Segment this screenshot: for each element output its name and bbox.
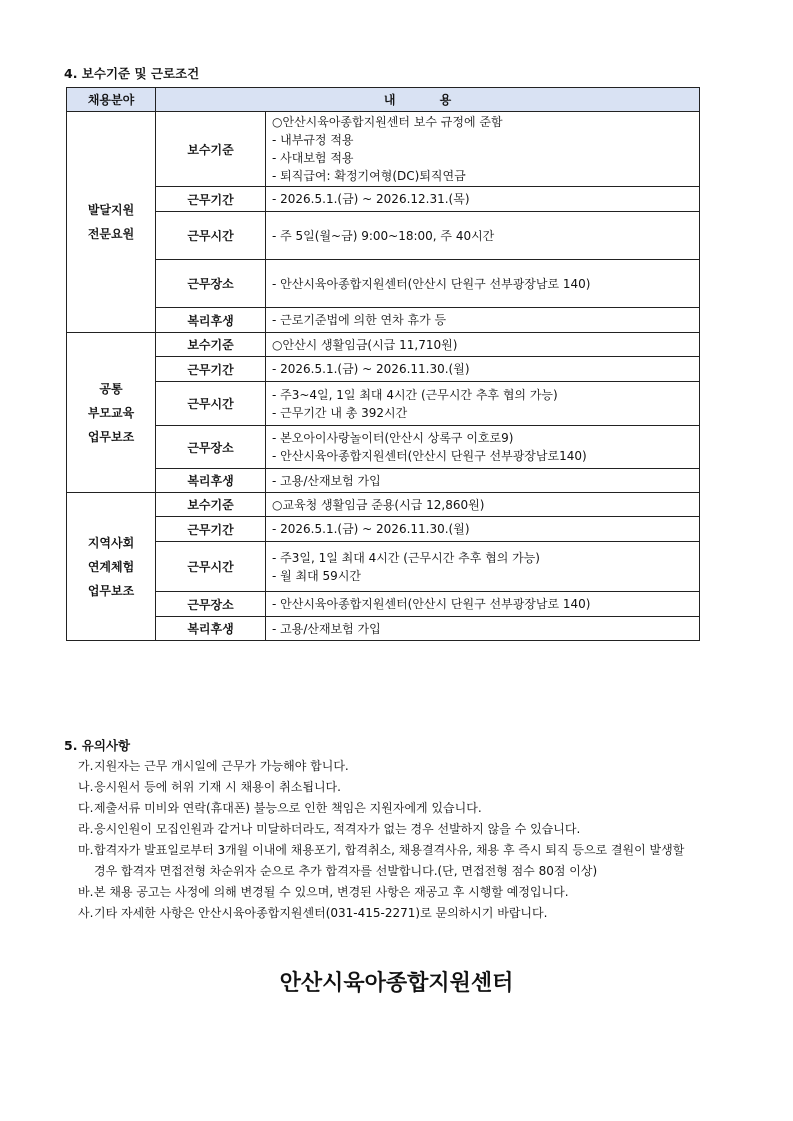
content-line: - 근로기준법에 의한 연차 휴가 등	[272, 313, 447, 327]
field-name-line: 부모교육	[87, 405, 135, 420]
table-row	[67, 493, 700, 517]
table-row	[67, 469, 700, 493]
content-line: - 2026.5.1.(금) ~ 2026.11.30.(월)	[272, 362, 470, 376]
content-line: ○교육청 생활임금 준용(시급 12,860원)	[272, 497, 485, 512]
section-5-title: 5. 유의사항	[64, 738, 131, 753]
header-content: 내 용	[156, 88, 700, 112]
field-cell	[67, 333, 156, 493]
field-name-line: 지역사회	[87, 535, 135, 550]
table-row	[67, 357, 700, 382]
table-row	[67, 617, 700, 641]
table-row	[67, 308, 700, 333]
content-cell	[266, 382, 700, 426]
note-item	[78, 798, 698, 819]
note-item	[78, 756, 698, 777]
organization-name: 안산시육아종합지원센터	[279, 971, 514, 996]
field-name-line: 발달지원	[87, 203, 135, 217]
note-marker: 마.	[78, 843, 94, 857]
note-text: 응시인원이 모집인원과 같거나 미달하더라도, 적격자가 없는 경우 선발하지 않을 수 있습니다.	[94, 822, 581, 836]
field-cell	[67, 112, 156, 333]
content-line: ○안산시 생활임금(시급 11,710원)	[272, 337, 458, 352]
note-marker: 바.	[78, 885, 94, 899]
content-line: - 사대보험 적용	[272, 151, 354, 165]
item-label: 보수기준	[156, 493, 266, 517]
note-text: 합격자가 발표일로부터 3개월 이내에 채용포기, 합격취소, 채용결격사유, 채용 후 즉시 퇴직 등으로 결원이 발생할 경우 합격자 면접전형 차순위자 순으로 추가 합격자를 선발합니다.(단, 면접전형 점수 80점 이상)	[94, 843, 685, 878]
item-label: 근무장소	[156, 426, 266, 469]
item-label: 근무시간	[156, 212, 266, 260]
item-label: 복리후생	[156, 617, 266, 641]
content-line: - 내부규정 적용	[272, 133, 354, 147]
item-label: 근무기간	[156, 357, 266, 382]
content-line: - 본오아이사랑놀이터(안산시 상록구 이호로9)	[272, 431, 514, 445]
section-4-title: 4. 보수기준 및 근로조건	[64, 66, 200, 81]
content-line: - 안산시육아종합지원센터(안산시 단원구 선부광장남로 140)	[272, 276, 591, 291]
content-line: - 고용/산재보험 가입	[272, 621, 381, 636]
item-label: 근무장소	[156, 260, 266, 308]
field-name-line: 업무보조	[87, 429, 135, 444]
field-name-line: 업무보조	[87, 583, 135, 598]
note-marker: 가.	[78, 759, 94, 773]
conditions-table-body	[67, 112, 700, 641]
table-row	[67, 542, 700, 592]
conditions-table	[66, 87, 700, 641]
field-name-line: 전문요원	[87, 227, 135, 241]
note-item	[78, 819, 698, 840]
item-label: 복리후생	[156, 469, 266, 493]
note-item	[78, 840, 698, 882]
table-row	[67, 260, 700, 308]
content-line: - 주3~4일, 1일 최대 4시간 (근무시간 추후 협의 가능)	[272, 387, 558, 402]
item-label: 보수기준	[156, 333, 266, 357]
content-cell	[266, 493, 700, 517]
notes-list	[78, 756, 698, 924]
table-row	[67, 382, 700, 426]
content-line: - 2026.5.1.(금) ~ 2026.12.31.(목)	[272, 192, 470, 206]
note-marker: 라.	[78, 822, 94, 836]
item-label: 근무기간	[156, 517, 266, 542]
field-name-line: 공통	[99, 381, 123, 396]
item-label: 복리후생	[156, 308, 266, 333]
content-line: ○안산시육아종합지원센터 보수 규정에 준함	[272, 115, 503, 129]
table-header-row	[67, 88, 700, 112]
note-text: 본 채용 공고는 사정에 의해 변경될 수 있으며, 변경된 사항은 재공고 후 시행할 예정입니다.	[94, 885, 569, 899]
table-row	[67, 187, 700, 212]
content-line: - 근무기간 내 총 392시간	[272, 405, 408, 420]
content-cell	[266, 260, 700, 308]
field-cell	[67, 493, 156, 641]
note-marker: 사.	[78, 906, 94, 920]
content-line: - 월 최대 59시간	[272, 568, 362, 583]
table-row	[67, 212, 700, 260]
content-cell	[266, 187, 700, 212]
content-cell	[266, 592, 700, 617]
content-cell	[266, 426, 700, 469]
item-label: 근무시간	[156, 542, 266, 592]
content-cell	[266, 617, 700, 641]
item-label: 근무장소	[156, 592, 266, 617]
content-line: - 2026.5.1.(금) ~ 2026.11.30.(월)	[272, 522, 470, 536]
content-cell	[266, 112, 700, 187]
content-line: - 안산시육아종합지원센터(안산시 단원구 선부광장남로140)	[272, 449, 587, 463]
content-cell	[266, 308, 700, 333]
note-item	[78, 903, 698, 924]
content-line: - 주 5일(월~금) 9:00~18:00, 주 40시간	[272, 228, 495, 243]
table-row	[67, 112, 700, 187]
field-name-line: 연계체험	[87, 559, 135, 574]
content-cell	[266, 333, 700, 357]
note-item	[78, 777, 698, 798]
table-row	[67, 592, 700, 617]
content-cell	[266, 469, 700, 493]
note-text: 응시원서 등에 허위 기재 시 채용이 취소됩니다.	[94, 780, 341, 794]
header-field: 채용분야	[67, 88, 156, 112]
content-cell	[266, 212, 700, 260]
note-marker: 다.	[78, 801, 94, 815]
item-label: 근무시간	[156, 382, 266, 426]
table-row	[67, 517, 700, 542]
content-cell	[266, 542, 700, 592]
content-line: - 안산시육아종합지원센터(안산시 단원구 선부광장남로 140)	[272, 597, 591, 611]
item-label: 보수기준	[156, 112, 266, 187]
note-text: 제출서류 미비와 연락(휴대폰) 불능으로 인한 책임은 지원자에게 있습니다.	[94, 801, 482, 815]
note-text: 기타 자세한 사항은 안산시육아종합지원센터(031-415-2271)로 문의하시기 바랍니다.	[94, 906, 548, 920]
content-line: - 주3일, 1일 최대 4시간 (근무시간 추후 협의 가능)	[272, 550, 540, 565]
note-text: 지원자는 근무 개시일에 근무가 가능해야 합니다.	[94, 759, 349, 773]
content-line: - 퇴직급여: 확정기여형(DC)퇴직연금	[272, 169, 466, 183]
content-cell	[266, 357, 700, 382]
note-marker: 나.	[78, 780, 94, 794]
content-line: - 고용/산재보험 가입	[272, 473, 381, 488]
table-row	[67, 426, 700, 469]
content-cell	[266, 517, 700, 542]
item-label: 근무기간	[156, 187, 266, 212]
table-row	[67, 333, 700, 357]
note-item	[78, 882, 698, 903]
